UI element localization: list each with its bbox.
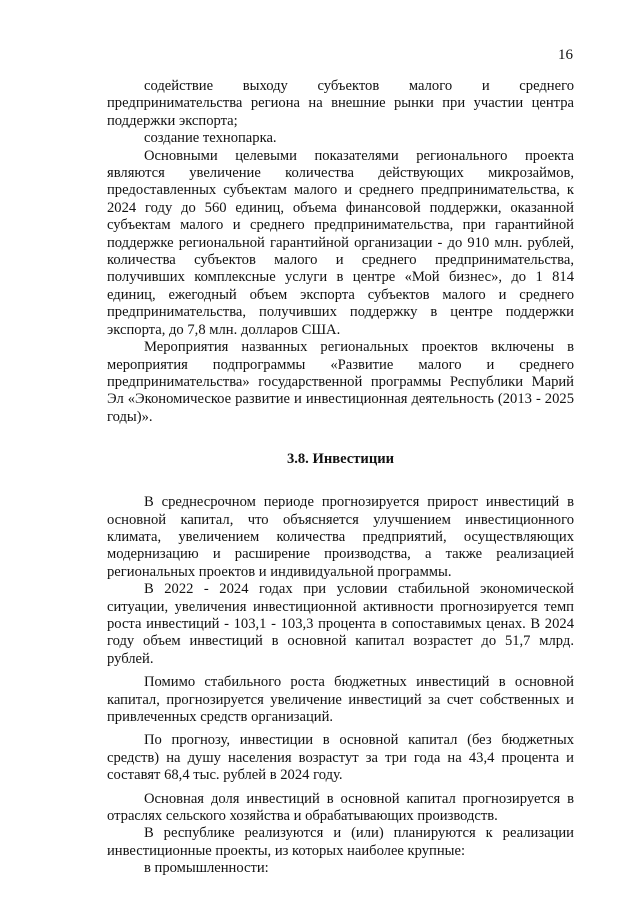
paragraph-export-support: содействие выходу субъектов малого и среднего предпринимательства региона на внешние рынки при участии центра поддержки экспорта; (107, 78, 574, 129)
paragraph-investment-growth: В 2022 - 2024 годах при условии стабильной экономической ситуации, увеличения инвестиционной активности прогнозируется темп роста инвестиций - 103,1 - 103,3 процента в сопоставимых ценах. В 2024 году объем инвестиций в основной капитал возрастет до 51,7 млрд. рублей. (107, 581, 574, 667)
paragraph-industry: в промышленности: (144, 860, 269, 877)
paragraph-sector-share: Основная доля инвестиций в основной капитал прогнозируется в отраслях сельского хозяйства и обрабатывающих производств. (107, 790, 574, 825)
paragraph-investment-projects: В республике реализуются и (или) планируются к реализации инвестиционные проекты, из которых наиболее крупные: (107, 825, 574, 859)
paragraph-investment-forecast: В среднесрочном периоде прогнозируется прирост инвестиций в основной капитал, что объясняется улучшением инвестиционного климата, увеличением количества предприятий, осуществляющих модернизацию и расширение производства, а также реализацией региональных проектов и индивидуальной программы. (107, 494, 574, 580)
paragraph-per-capita: По прогнозу, инвестиции в основной капитал (без бюджетных средств) на душу населения возрастут за три года на 43,4 процента и составят 68,4 тыс. рублей в 2024 году. (107, 732, 574, 784)
section-heading: 3.8. Инвестиции (286, 451, 395, 468)
paragraph-program-measures: Мероприятия названных региональных проектов включены в мероприятия подпрограммы «Развитие малого и среднего предпринимательства» государственной программы Республики Марий Эл «Экономическое развитие и инвестиционная деятельность (2013 - 2025 годы)». (107, 339, 574, 425)
page-number: 16 (558, 47, 573, 63)
paragraph-budget-investments: Помимо стабильного роста бюджетных инвестиций в основной капитал, прогнозируется увеличение инвестиций за счет собственных и привлеченных средств организаций. (107, 674, 574, 725)
paragraph-technopark: создание технопарка. (144, 130, 277, 147)
page-body (107, 78, 574, 878)
paragraph-target-indicators: Основными целевыми показателями регионального проекта являются увеличение количества действующих микрозаймов, предоставленных субъектам малого и среднего предпринимательства, к 2024 году до 560 единиц, объема финансовой поддержки, оказанной субъектам малого и среднего предпринимательства, при гарантийной поддержке региональной гарантийной организации - до 910 млн. рублей, количества субъектов малого и среднего предпринимательства, получивших комплексные услуги в центре «Мой бизнес», до 1 814 единиц, ежегодный объем экспорта субъектов малого и среднего предпринимательства, получивших поддержку в центре поддержки экспорта, до 7,8 млн. долларов США. (107, 147, 574, 338)
